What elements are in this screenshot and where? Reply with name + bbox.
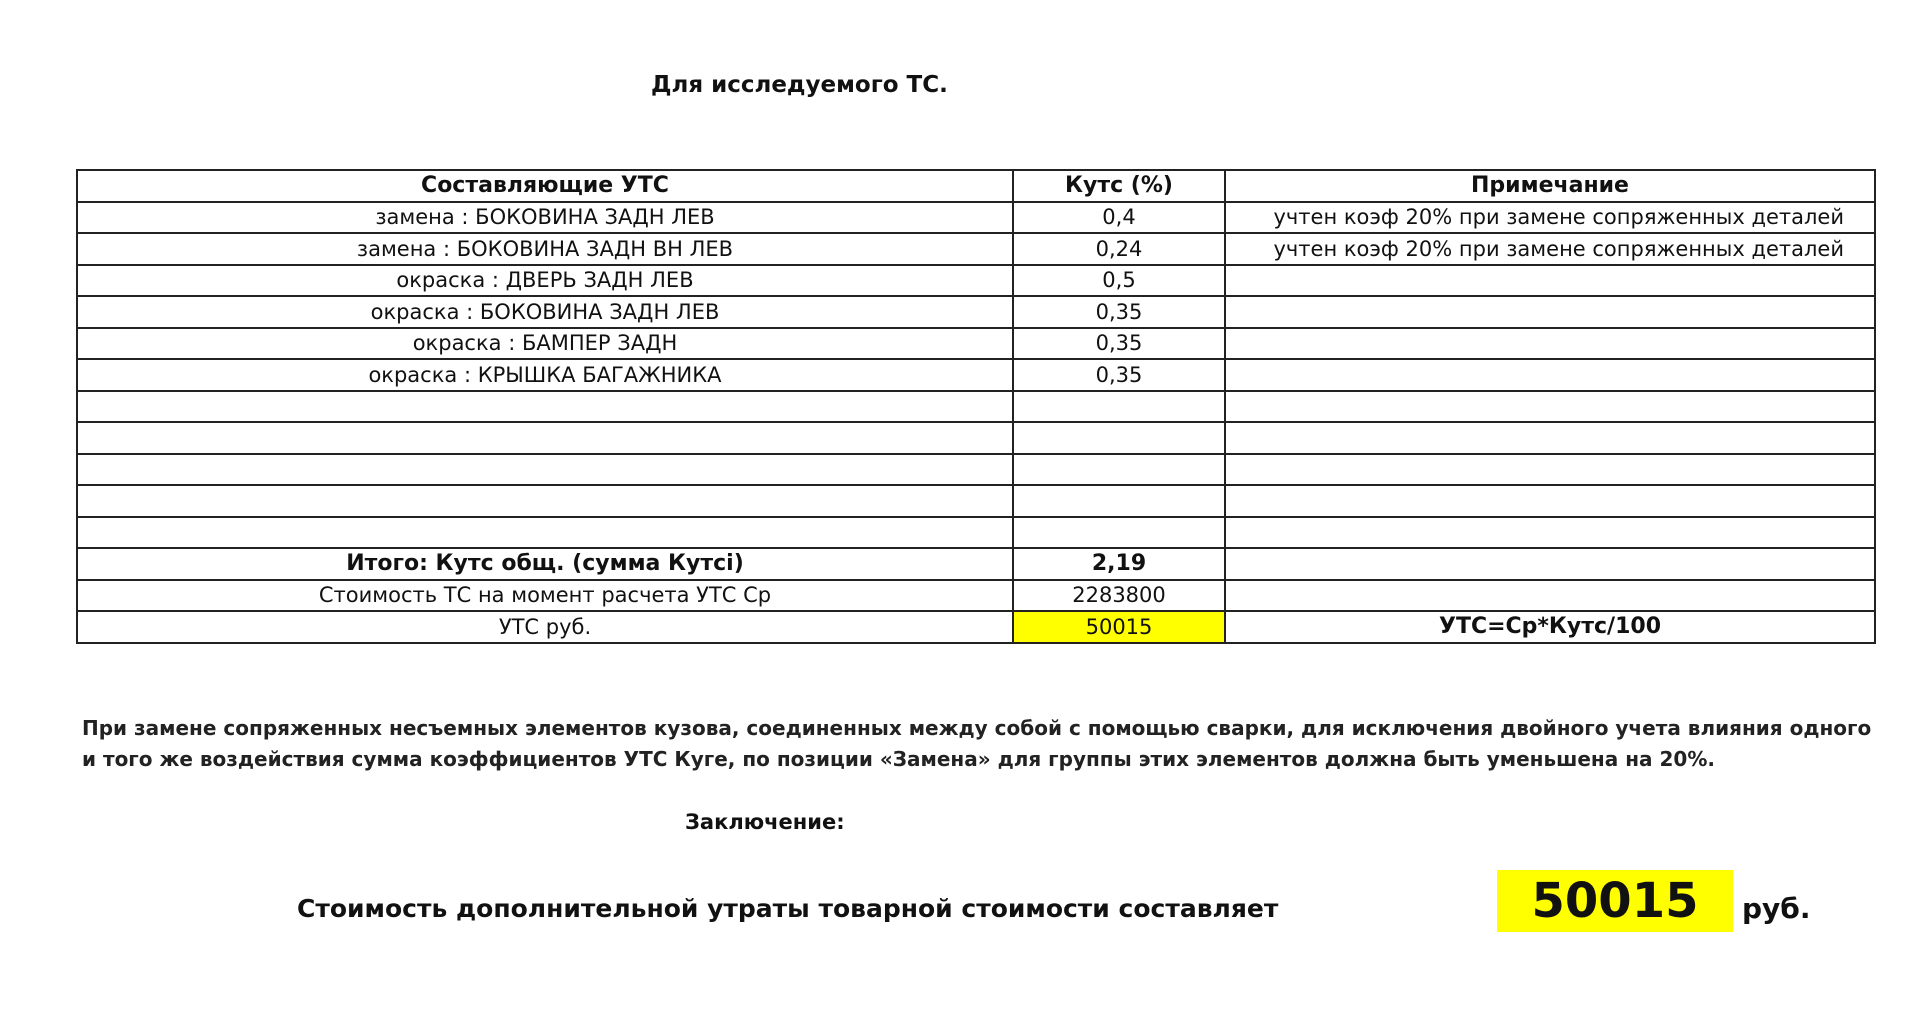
coefficient-cell [1013,391,1225,423]
table-row [77,359,1875,391]
vehicle-cost-row [77,580,1875,612]
table-row [77,296,1875,328]
component-cell [77,422,1013,454]
note-cell [1225,328,1875,360]
vehicle-cost-label: Стоимость ТС на момент расчета УТС Ср [77,580,1013,612]
total-row [77,548,1875,580]
total-value: 2,19 [1013,548,1225,580]
vehicle-cost-note [1225,580,1875,612]
table-row [77,485,1875,517]
coefficient-cell: 0,35 [1013,296,1225,328]
table-row [77,233,1875,265]
conclusion-amount: 50015 [1497,870,1733,932]
table-row [77,454,1875,486]
component-cell [77,485,1013,517]
conclusion-text: Стоимость дополнительной утраты товарной стоимости составляет [297,894,1279,923]
table-row [77,202,1875,234]
column-header-coefficient: Кутс (%) [1013,170,1225,202]
table-header-row [77,170,1875,202]
uts-table [76,169,1876,644]
component-cell: замена : БОКОВИНА ЗАДН ЛЕВ [77,202,1013,234]
note-cell [1225,517,1875,549]
uts-formula: УТС=Ср*Кутс/100 [1225,611,1875,643]
coefficient-cell: 0,35 [1013,328,1225,360]
component-cell: замена : БОКОВИНА ЗАДН ВН ЛЕВ [77,233,1013,265]
note-cell [1225,359,1875,391]
conclusion-label: Заключение: [685,810,845,834]
table-row [77,265,1875,297]
table-row [77,422,1875,454]
vehicle-cost-value: 2283800 [1013,580,1225,612]
total-label: Итого: Кутс общ. (сумма Кутсi) [77,548,1013,580]
note-cell [1225,391,1875,423]
total-note [1225,548,1875,580]
uts-row [77,611,1875,643]
note-cell [1225,265,1875,297]
component-cell: окраска : КРЫШКА БАГАЖНИКА [77,359,1013,391]
coefficient-cell [1013,485,1225,517]
note-cell [1225,485,1875,517]
table-body [77,202,1875,643]
coefficient-cell [1013,422,1225,454]
coefficient-cell: 0,24 [1013,233,1225,265]
coefficient-cell: 0,35 [1013,359,1225,391]
table-row [77,328,1875,360]
component-cell [77,517,1013,549]
coefficient-cell: 0,4 [1013,202,1225,234]
page-heading: Для исследуемого ТС. [651,72,948,98]
table-row [77,517,1875,549]
component-cell: окраска : БОКОВИНА ЗАДН ЛЕВ [77,296,1013,328]
note-cell [1225,296,1875,328]
note-cell [1225,422,1875,454]
column-header-components: Составляющие УТС [77,170,1013,202]
column-header-note: Примечание [1225,170,1875,202]
coefficient-cell [1013,454,1225,486]
uts-label: УТС руб. [77,611,1013,643]
coefficient-cell: 0,5 [1013,265,1225,297]
footnote-text: При замене сопряженных несъемных элементов кузова, соединенных между собой с помощью сварки, для исключения двойного учета влияния одного и того же воздействия сумма коэффициентов УТС Куге, по позиции «Замена» для группы этих элементов должна быть уменьшена на 20%. [82,716,1872,771]
component-cell: окраска : БАМПЕР ЗАДН [77,328,1013,360]
component-cell [77,454,1013,486]
table-row [77,391,1875,423]
note-cell: учтен коэф 20% при замене сопряженных деталей [1225,202,1875,234]
note-cell [1225,454,1875,486]
component-cell [77,391,1013,423]
component-cell: окраска : ДВЕРЬ ЗАДН ЛЕВ [77,265,1013,297]
coefficient-cell [1013,517,1225,549]
note-cell: учтен коэф 20% при замене сопряженных деталей [1225,233,1875,265]
conclusion-currency: руб. [1742,892,1811,925]
uts-value: 50015 [1013,611,1225,643]
